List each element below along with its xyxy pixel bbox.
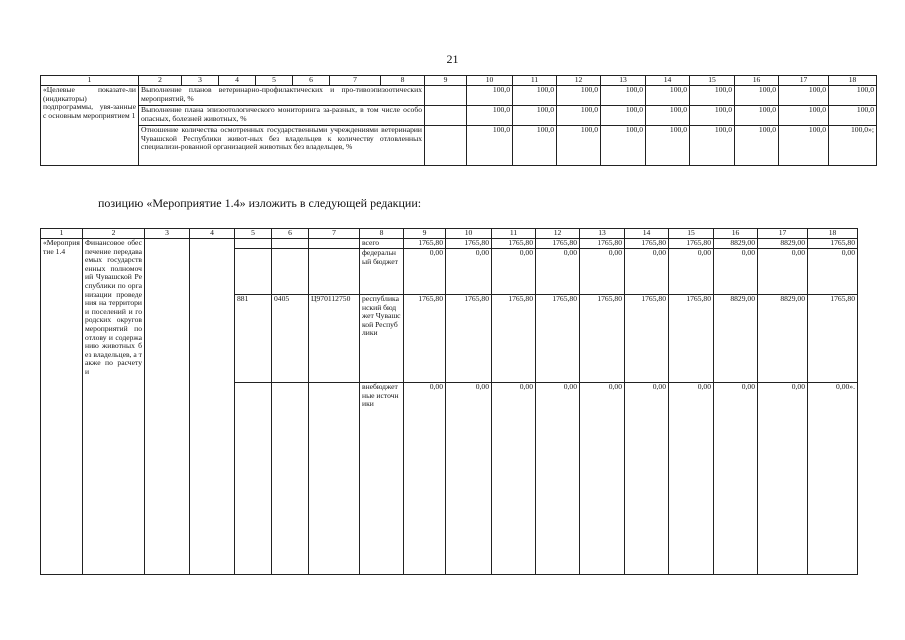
indicators-table <box>40 75 877 166</box>
header-cell: 3 <box>182 76 219 86</box>
measure-number: «Мероприятие 1.4 <box>41 239 83 575</box>
value-cell: 100,0 <box>513 86 557 106</box>
header-cell: 8 <box>381 76 425 86</box>
target-article-code: Ц970112750 <box>309 295 360 383</box>
grbs-code <box>235 249 272 295</box>
value-cell: 1765,80 <box>808 239 858 249</box>
value-cell: 100,0 <box>467 106 513 126</box>
value-cell: 1765,80 <box>808 295 858 383</box>
header-cell: 9 <box>425 76 467 86</box>
header-cell: 18 <box>808 229 858 239</box>
header-cell: 6 <box>272 229 309 239</box>
value-cell: 0,00 <box>758 249 808 295</box>
table-row <box>41 86 877 106</box>
value-cell: 1765,80 <box>669 295 714 383</box>
caption: позицию «Мероприятие 1.4» изложить в следующей редакции: <box>98 196 422 210</box>
value-cell: 100,0 <box>557 106 601 126</box>
target-article-code <box>309 383 360 575</box>
header-cell: 3 <box>145 229 190 239</box>
value-cell: 0,00 <box>536 249 580 295</box>
header-cell: 12 <box>536 229 580 239</box>
value-cell: 1765,80 <box>580 239 625 249</box>
value-cell: 0,00 <box>536 383 580 575</box>
value-cell: 1765,80 <box>536 239 580 249</box>
value-cell: 100,0 <box>690 106 735 126</box>
value-cell: 0,00 <box>580 383 625 575</box>
value-cell: 1765,80 <box>625 239 669 249</box>
value-cell: 100,0 <box>601 126 646 166</box>
value-cell: 100,0 <box>513 126 557 166</box>
value-cell: 8829,00 <box>714 239 758 249</box>
value-cell: 8829,00 <box>714 295 758 383</box>
value-cell: 8829,00 <box>758 239 808 249</box>
header-cell: 5 <box>235 229 272 239</box>
value-cell: 1765,80 <box>580 295 625 383</box>
value-cell: 0,00 <box>669 249 714 295</box>
value-cell: 0,00 <box>625 249 669 295</box>
value-cell: 0,00 <box>714 383 758 575</box>
empty-cell <box>425 106 467 126</box>
header-cell: 11 <box>513 76 557 86</box>
value-cell: 100,0 <box>646 106 690 126</box>
header-cell: 2 <box>139 76 182 86</box>
header-cell: 13 <box>601 76 646 86</box>
value-cell: 0,00 <box>580 249 625 295</box>
funding-source: всего <box>360 239 404 249</box>
grbs-code <box>235 239 272 249</box>
value-cell: 100,0 <box>735 126 779 166</box>
empty-cell <box>145 239 190 575</box>
header-cell: 6 <box>293 76 330 86</box>
header-cell: 14 <box>625 229 669 239</box>
value-cell: 1765,80 <box>669 239 714 249</box>
indicator-name: Выполнение плана эпизоотологического мониторинга за-разных, в том числе особо опасных, болезней животных, % <box>139 106 425 126</box>
target-article-code <box>309 249 360 295</box>
value-cell: 100,0»; <box>829 126 877 166</box>
measure-description: Финансовое обеспечение передаваемых государственных полномочий Чувашской Республики по организации проведения на территории поселений и городских округов мероприятий по отлову и содержанию животных без владельцев, а также по расчету и <box>83 239 145 575</box>
grbs-code <box>235 383 272 575</box>
grbs-code: 881 <box>235 295 272 383</box>
value-cell: 0,00 <box>492 249 536 295</box>
value-cell: 1765,80 <box>446 295 492 383</box>
header-cell: 16 <box>714 229 758 239</box>
section-code <box>272 239 309 249</box>
value-cell: 0,00». <box>808 383 858 575</box>
value-cell: 1765,80 <box>492 239 536 249</box>
header-cell: 7 <box>309 229 360 239</box>
header-cell: 9 <box>404 229 446 239</box>
value-cell: 100,0 <box>779 126 829 166</box>
table-row <box>41 239 858 249</box>
header-cell: 15 <box>690 76 735 86</box>
value-cell: 1765,80 <box>404 239 446 249</box>
value-cell: 100,0 <box>557 86 601 106</box>
value-cell: 100,0 <box>735 106 779 126</box>
header-cell: 4 <box>190 229 235 239</box>
empty-cell <box>425 126 467 166</box>
value-cell: 100,0 <box>779 106 829 126</box>
section-code: 0405 <box>272 295 309 383</box>
value-cell: 1765,80 <box>404 295 446 383</box>
header-cell: 10 <box>467 76 513 86</box>
value-cell: 0,00 <box>625 383 669 575</box>
header-cell: 13 <box>580 229 625 239</box>
value-cell: 100,0 <box>601 86 646 106</box>
section-code <box>272 249 309 295</box>
value-cell: 100,0 <box>779 86 829 106</box>
value-cell: 0,00 <box>758 383 808 575</box>
value-cell: 100,0 <box>513 106 557 126</box>
value-cell: 100,0 <box>557 126 601 166</box>
table-row <box>41 126 877 166</box>
header-cell: 11 <box>492 229 536 239</box>
header-cell: 12 <box>557 76 601 86</box>
value-cell: 100,0 <box>829 86 877 106</box>
value-cell: 100,0 <box>690 126 735 166</box>
section-code <box>272 383 309 575</box>
header-cell: 4 <box>219 76 256 86</box>
header-cell: 1 <box>41 229 83 239</box>
value-cell: 100,0 <box>646 86 690 106</box>
value-cell: 8829,00 <box>758 295 808 383</box>
empty-cell <box>425 86 467 106</box>
value-cell: 1765,80 <box>536 295 580 383</box>
header-cell: 8 <box>360 229 404 239</box>
value-cell: 0,00 <box>492 383 536 575</box>
page-number: 21 <box>446 52 459 66</box>
value-cell: 0,00 <box>404 383 446 575</box>
funding-source: внебюджетные источники <box>360 383 404 575</box>
header-cell: 15 <box>669 229 714 239</box>
table-header-row <box>41 76 877 86</box>
value-cell: 100,0 <box>735 86 779 106</box>
indicator-name: Выполнение планов ветеринарно-профилактических и про-тивоэпизоотических мероприятий, % <box>139 86 425 106</box>
value-cell: 100,0 <box>601 106 646 126</box>
header-cell: 14 <box>646 76 690 86</box>
header-cell: 1 <box>41 76 139 86</box>
funding-source: федеральный бюджет <box>360 249 404 295</box>
indicator-name: Отношение количества осмотренных государственными учреждениями ветеринарии Чувашской Республики живот-ных без владельцев к количеству отловленных специализи-рованной организацией животных без владельцев, % <box>139 126 425 166</box>
value-cell: 0,00 <box>446 249 492 295</box>
header-cell: 16 <box>735 76 779 86</box>
table-header-row <box>41 229 858 239</box>
value-cell: 100,0 <box>829 106 877 126</box>
header-cell: 10 <box>446 229 492 239</box>
header-cell: 7 <box>330 76 381 86</box>
target-article-code <box>309 239 360 249</box>
empty-cell <box>190 239 235 575</box>
header-cell: 17 <box>758 229 808 239</box>
header-cell: 17 <box>779 76 829 86</box>
table-row <box>41 106 877 126</box>
header-cell: 18 <box>829 76 877 86</box>
value-cell: 0,00 <box>404 249 446 295</box>
target-indicators-label: «Целевые показате-ли (индикаторы) подпрограммы, увя-занные с основным мероприятием 1 <box>41 86 139 166</box>
value-cell: 100,0 <box>467 86 513 106</box>
value-cell: 0,00 <box>808 249 858 295</box>
header-cell: 5 <box>256 76 293 86</box>
value-cell: 100,0 <box>467 126 513 166</box>
funding-source: республиканский бюджет Чувашской Республики <box>360 295 404 383</box>
value-cell: 0,00 <box>446 383 492 575</box>
value-cell: 1765,80 <box>625 295 669 383</box>
value-cell: 0,00 <box>714 249 758 295</box>
value-cell: 1765,80 <box>492 295 536 383</box>
value-cell: 100,0 <box>646 126 690 166</box>
value-cell: 0,00 <box>669 383 714 575</box>
value-cell: 100,0 <box>690 86 735 106</box>
value-cell: 1765,80 <box>446 239 492 249</box>
measure-table <box>40 228 858 575</box>
header-cell: 2 <box>83 229 145 239</box>
